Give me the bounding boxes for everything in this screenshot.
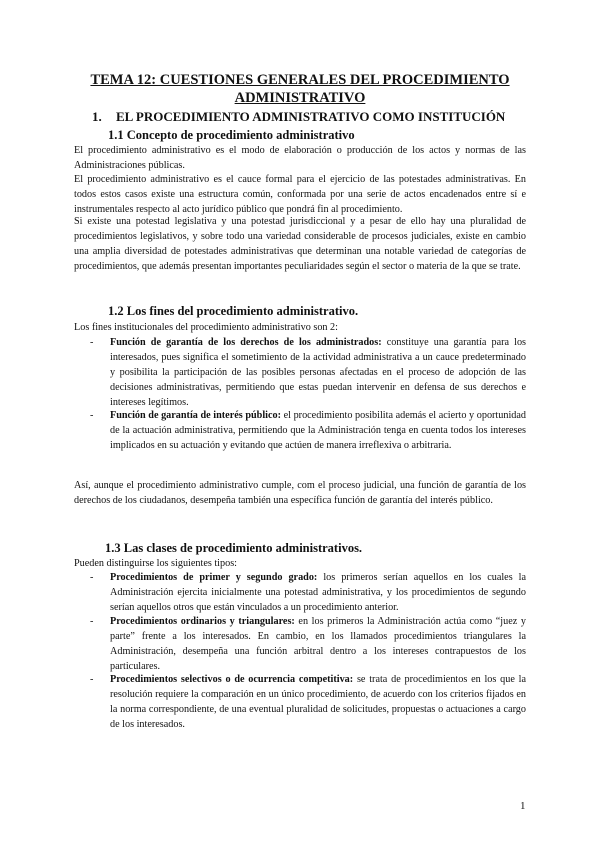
list-item	[110, 614, 526, 674]
list-bullet: -	[90, 616, 94, 627]
list-bullet: -	[90, 674, 94, 685]
list-item	[110, 672, 526, 732]
list-item-text: los primeros serían aquellos en los cuales la Administración ejercita inicialmente una potestad administrativa, y los procedimientos de segundo serían aquellos otros que están vinculados a un procedimiento anterior.	[110, 572, 527, 613]
list-bullet: -	[90, 572, 94, 583]
subsection-heading-concepto: 1.1 Concepto de procedimiento administrativo	[108, 128, 355, 142]
paragraph-fines-closing: Así, aunque el procedimiento administrativo cumple, com el proceso judicial, una función de garantía de los derechos de los ciudadanos, desempeña también una específica función de garantía del interés público.	[74, 480, 526, 506]
list-item-text: se trata de procedimientos en los que la resolución requiere la comparación en un único procedimiento, de acuerdo con los criterios fijados en la norma correspondiente, de una eventual pluralidad de solicitudes, propuestas o actuaciones a cargo de los interesados.	[110, 674, 526, 730]
paragraph-fines-intro: Los fines institucionales del procedimiento administrativo son 2:	[74, 322, 338, 333]
list-item-term: Procedimientos ordinarios y triangulares:	[110, 616, 295, 627]
list-bullet: -	[90, 410, 94, 421]
section-title: EL PROCEDIMIENTO ADMINISTRATIVO COMO INSTITUCIÓN	[116, 109, 506, 124]
page-number: 1	[520, 800, 526, 812]
paragraph-concepto-1: El procedimiento administrativo es el modo de elaboración o producción de los actos y normas de las Administraciones públicas.	[74, 145, 526, 171]
list-item	[110, 335, 526, 410]
section-heading	[92, 109, 505, 125]
list-bullet: -	[90, 337, 94, 348]
list-item-term: Función de garantía de interés público:	[110, 410, 281, 421]
paragraph-concepto-2: El procedimiento administrativo es el cauce formal para el ejercicio de las potestades administrativas. En todos estos casos existe una estructura común, conformada por una serie de actos encadenados entre sí e instrumentales respecto al acto jurídico público que pondrá fin al procedimiento.	[74, 174, 526, 215]
section-number: 1.	[92, 109, 102, 124]
list-item	[110, 570, 526, 615]
list-item-term: Procedimientos de primer y segundo grado:	[110, 572, 318, 583]
list-item-text: el procedimiento posibilita además el acierto y oportunidad de la actuación administrativa, permitiendo que la Administración tenga en cuenta todos los intereses implicados en su actuación y evitando que actúen de manera irreflexiva o arbitraria.	[110, 410, 526, 451]
subsection-heading-clases: 1.3 Las clases de procedimiento administrativos.	[105, 541, 363, 555]
subsection-heading-fines: 1.2 Los fines del procedimiento administrativo.	[108, 304, 359, 318]
paragraph-concepto-3: Si existe una potestad legislativa y una potestad jurisdiccional y a pesar de ello hay una pluralidad de procedimientos legislativos, y sobre todo una variedad considerable de procesos judiciales, existe en cambio una amplia diversidad de potestades administrativas que determinan una notable variedad de categorías de procedimientos, que además presentan importantes peculiaridades según el sector o materia de la que se trate.	[74, 216, 526, 272]
list-item	[110, 408, 526, 453]
list-item-text: constituye una garantía para los interesados, pues significa el sometimiento de la actividad administrativa a un cauce predeterminado y posibilita la participación de las posibles personas afectadas en el proceso de adopción de las decisiones administrativas, permitiendo que estas puedan intervenir en defensa de sus derechos e intereses legítimos.	[110, 337, 527, 408]
paragraph-clases-intro: Pueden distinguirse los siguientes tipos:	[74, 558, 237, 569]
list-item-term: Función de garantía de los derechos de los administrados:	[110, 337, 382, 348]
list-item-term: Procedimientos selectivos o de ocurrencia competitiva:	[110, 674, 354, 685]
document-title: TEMA 12: CUESTIONES GENERALES DEL PROCEDIMIENTO ADMINISTRATIVO	[90, 72, 510, 106]
list-item-text: en los primeros la Administración actúa como “juez y parte” frente a los interesados. En cambio, en los llamados procedimientos triangulares la Administración, desempeña una función arbitral dentro a los intereses contrapuestos de los particulares.	[110, 616, 526, 672]
